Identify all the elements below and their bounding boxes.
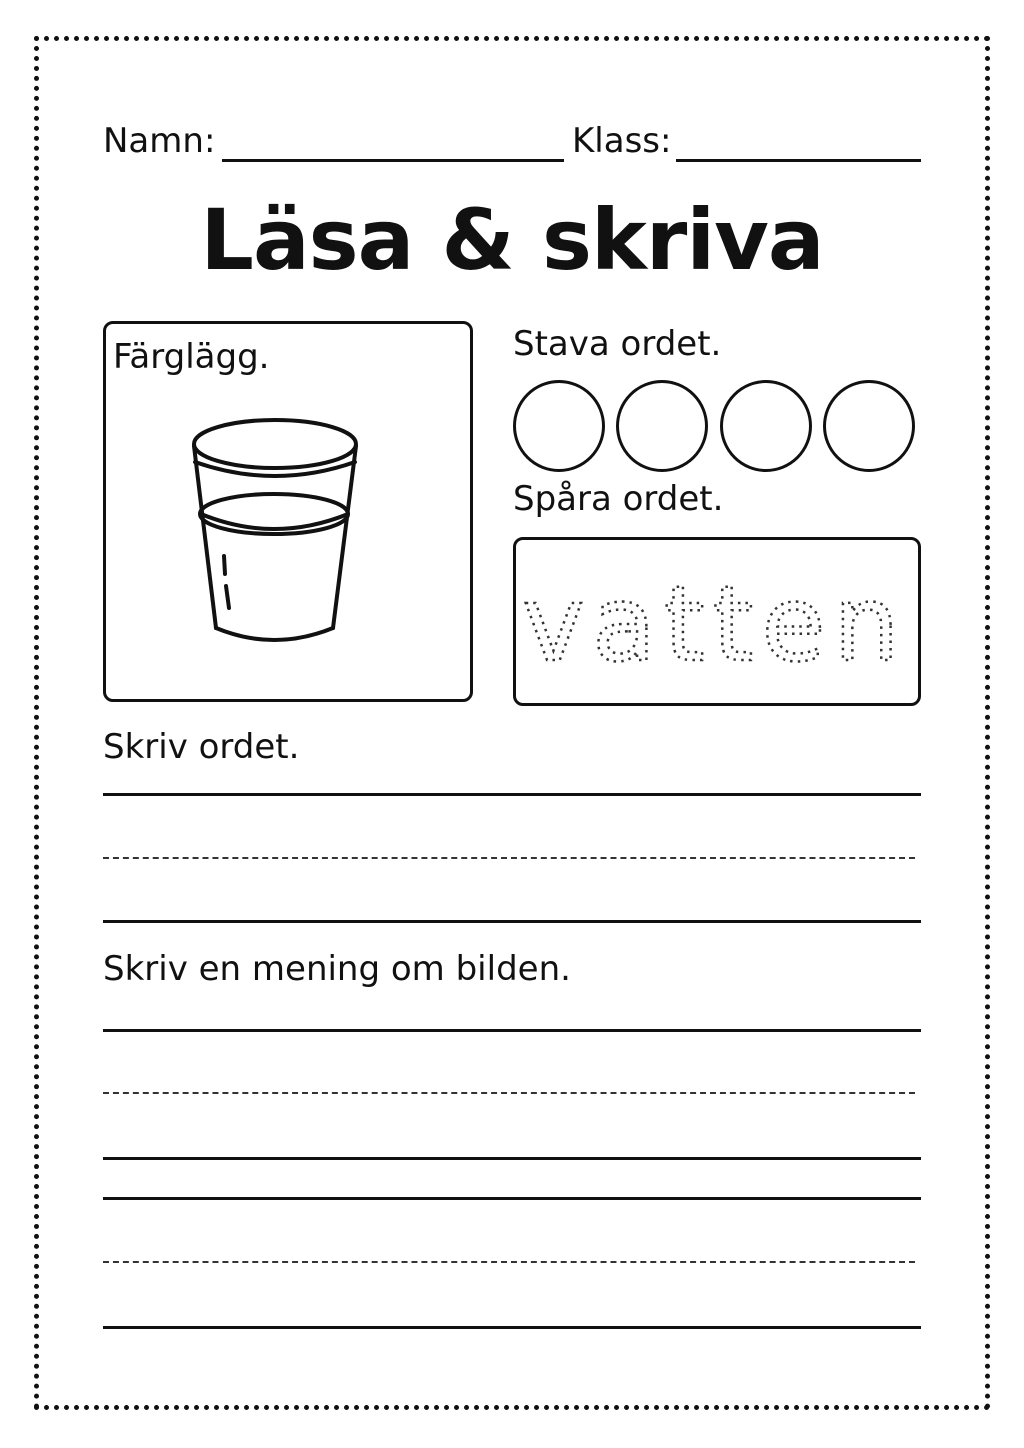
sentence-2-top-line[interactable] <box>103 1197 921 1200</box>
letter-circle-1[interactable] <box>513 380 605 472</box>
write-word-mid-line <box>103 857 915 859</box>
sentence-1-base-line[interactable] <box>103 1157 921 1160</box>
sentence-1-top-line[interactable] <box>103 1029 921 1032</box>
letter-circle-2[interactable] <box>616 380 708 472</box>
sentence-1-mid-line <box>103 1092 915 1094</box>
coloring-label: Färglägg. <box>113 337 270 377</box>
spell-label: Stava ordet. <box>513 324 722 364</box>
name-label: Namn: <box>103 121 216 161</box>
class-line[interactable] <box>676 159 921 162</box>
sentence-2-mid-line <box>103 1261 915 1263</box>
trace-label: Spåra ordet. <box>513 479 724 519</box>
name-line[interactable] <box>222 159 564 162</box>
glass-of-water-icon[interactable] <box>188 416 364 648</box>
write-word-label: Skriv ordet. <box>103 727 300 767</box>
sentence-label: Skriv en mening om bilden. <box>103 949 571 989</box>
class-label: Klass: <box>572 121 672 161</box>
trace-word-text: vatten <box>522 563 908 685</box>
letter-circle-3[interactable] <box>720 380 812 472</box>
page-title: Läsa & skriva <box>200 191 824 289</box>
sentence-2-base-line[interactable] <box>103 1326 921 1329</box>
letter-circle-4[interactable] <box>823 380 915 472</box>
trace-word[interactable] <box>515 540 919 704</box>
write-word-top-line[interactable] <box>103 793 921 796</box>
write-word-base-line[interactable] <box>103 920 921 923</box>
